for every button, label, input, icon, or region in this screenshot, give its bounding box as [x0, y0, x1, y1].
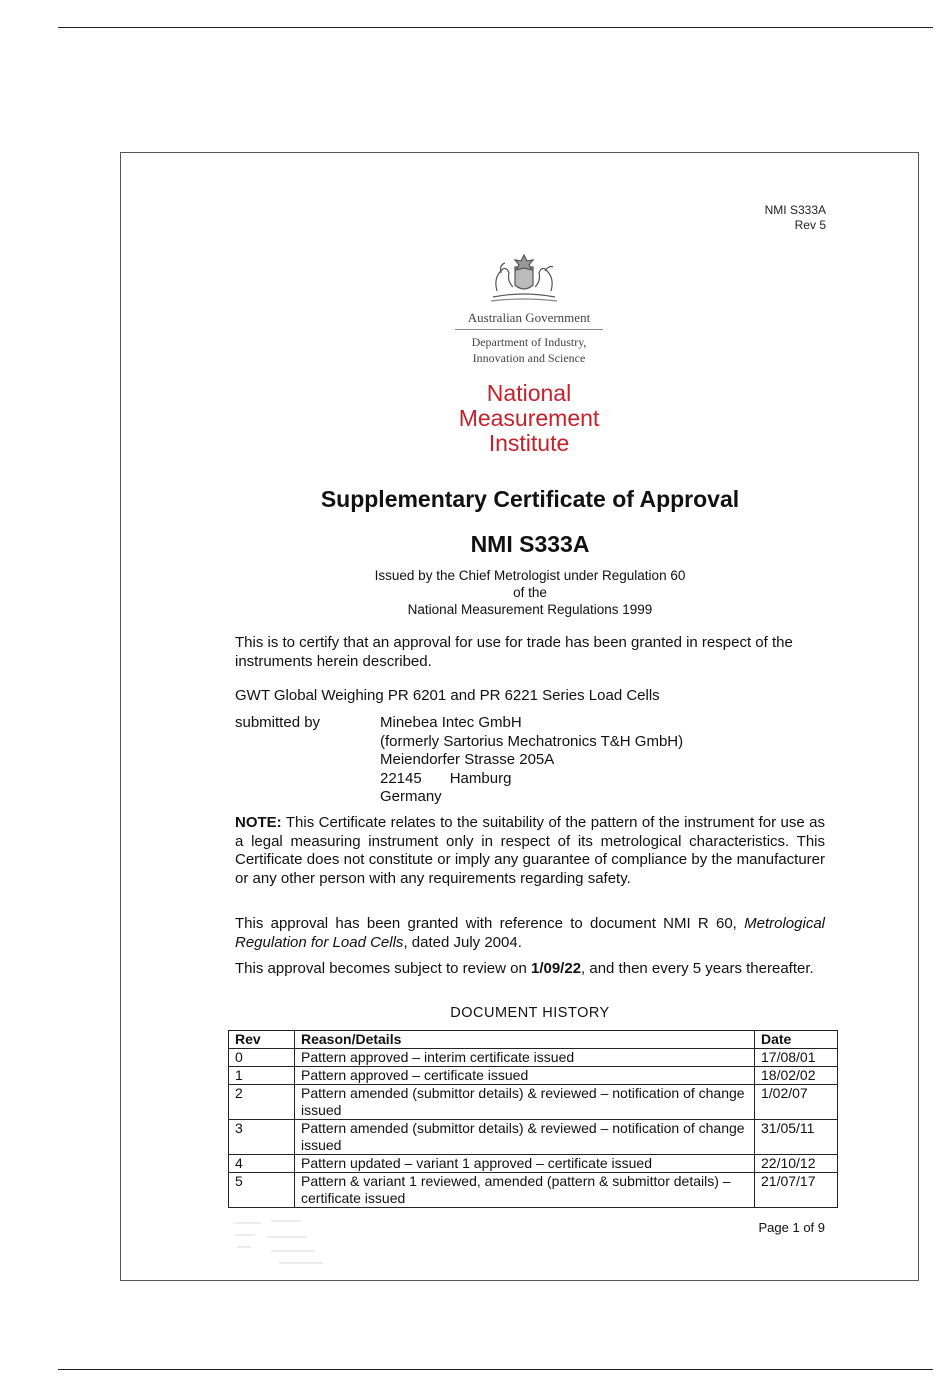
certificate-page: [120, 152, 919, 1281]
page-bottom-rule: [58, 1369, 933, 1370]
review-paragraph: [235, 960, 825, 979]
row-rev: 3: [229, 1120, 295, 1155]
row-date: 31/05/11: [755, 1120, 838, 1155]
submitter-name: Minebea Intec GmbH: [380, 714, 522, 731]
row-rev: 4: [229, 1155, 295, 1173]
row-date: 18/02/02: [755, 1067, 838, 1085]
logo-divider: [455, 329, 603, 330]
submitter-country: Germany: [380, 788, 442, 805]
coat-of-arms-icon: [485, 247, 563, 305]
row-rev: 5: [229, 1173, 295, 1208]
submitted-by-label: submitted by: [235, 714, 321, 731]
issued-line-3: National Measurement Regulations 1999: [407, 602, 653, 617]
submitter-postcode: 22145: [380, 769, 422, 787]
row-details: Pattern & variant 1 reviewed, amended (pattern & submittor details) – certificate issued: [295, 1173, 755, 1208]
institute-line-1: National: [486, 380, 572, 406]
table-row: [229, 1067, 838, 1085]
document-id-block: [721, 203, 826, 233]
history-table: [228, 1030, 838, 1208]
scan-artifact-icon: [231, 1215, 341, 1271]
intro-paragraph: This is to certify that an approval for use for trade has been granted in respect of the instruments herein described.: [235, 634, 793, 670]
review-date: 1/09/22: [530, 960, 582, 977]
submitter-address: [380, 714, 820, 807]
note-paragraph: [235, 814, 825, 888]
table-row: [229, 1120, 838, 1155]
reference-text-b: , dated July 2004.: [403, 933, 522, 951]
row-details: Pattern approved – certificate issued: [295, 1067, 755, 1085]
issued-line-1: Issued by the Chief Metrologist under Regulation 60: [374, 568, 686, 583]
row-rev: 0: [229, 1049, 295, 1067]
institute-line-2: Measurement: [458, 405, 600, 431]
issued-by-block: [121, 567, 939, 618]
reference-paragraph: [235, 915, 825, 952]
page-number: Page 1 of 9: [758, 1220, 825, 1235]
department-line-2: Innovation and Science: [472, 351, 586, 365]
product-name: GWT Global Weighing PR 6201 and PR 6221 Series Load Cells: [235, 687, 660, 704]
submitter-formerly: (formerly Sartorius Mechatronics T&H GmbH): [380, 732, 684, 750]
table-row: [229, 1085, 838, 1120]
row-date: 22/10/12: [755, 1155, 838, 1173]
submitter-city: Hamburg: [449, 769, 512, 787]
issued-line-2: of the: [513, 585, 547, 600]
review-text-a: This approval becomes subject to review on: [235, 960, 527, 977]
reference-document-title: Metrological Regulation for Load Cells: [235, 915, 825, 951]
row-rev: 2: [229, 1085, 295, 1120]
table-row: [229, 1173, 838, 1208]
review-text-b: , and then every 5 years thereafter.: [581, 960, 814, 977]
table-row: [229, 1049, 838, 1067]
row-date: 17/08/01: [755, 1049, 838, 1067]
note-label: NOTE:: [235, 814, 282, 831]
history-heading: DOCUMENT HISTORY: [450, 1005, 610, 1021]
history-header-row: [229, 1031, 838, 1049]
revision-label: Rev 5: [794, 218, 826, 232]
row-rev: 1: [229, 1067, 295, 1085]
certificate-title: Supplementary Certificate of Approval: [320, 486, 740, 512]
submitter-street: Meiendorfer Strasse 205A: [380, 751, 555, 768]
table-row: [229, 1155, 838, 1173]
government-name: Australian Government: [467, 310, 591, 325]
row-date: 1/02/07: [755, 1085, 838, 1120]
page-top-rule: [58, 27, 933, 28]
submitter-city-line: [380, 770, 820, 789]
institute-line-3: Institute: [488, 430, 570, 456]
government-logo-text: [421, 310, 637, 366]
document-id: NMI S333A: [764, 203, 826, 217]
header-date: Date: [755, 1031, 838, 1049]
department-line-1: Department of Industry,: [471, 335, 587, 349]
institute-name: [421, 381, 637, 456]
row-date: 21/07/17: [755, 1173, 838, 1208]
row-details: Pattern updated – variant 1 approved – certificate issued: [295, 1155, 755, 1173]
reference-text-a: This approval has been granted with reference to document NMI R 60,: [235, 915, 737, 932]
note-text: This Certificate relates to the suitability of the pattern of the instrument for use as a legal measuring instrument only in respect of its metrological characteristics. This Certificate does not constitute or imply any guarantee of compliance by the manufacturer or any other person with any requirements regarding safety.: [235, 814, 825, 887]
row-details: Pattern amended (submittor details) & reviewed – notification of change issued: [295, 1085, 755, 1120]
header-rev: Rev: [229, 1031, 295, 1049]
certificate-number: NMI S333A: [470, 531, 590, 557]
row-details: Pattern approved – interim certificate issued: [295, 1049, 755, 1067]
header-details: Reason/Details: [295, 1031, 755, 1049]
row-details: Pattern amended (submittor details) & reviewed – notification of change issued: [295, 1120, 755, 1155]
